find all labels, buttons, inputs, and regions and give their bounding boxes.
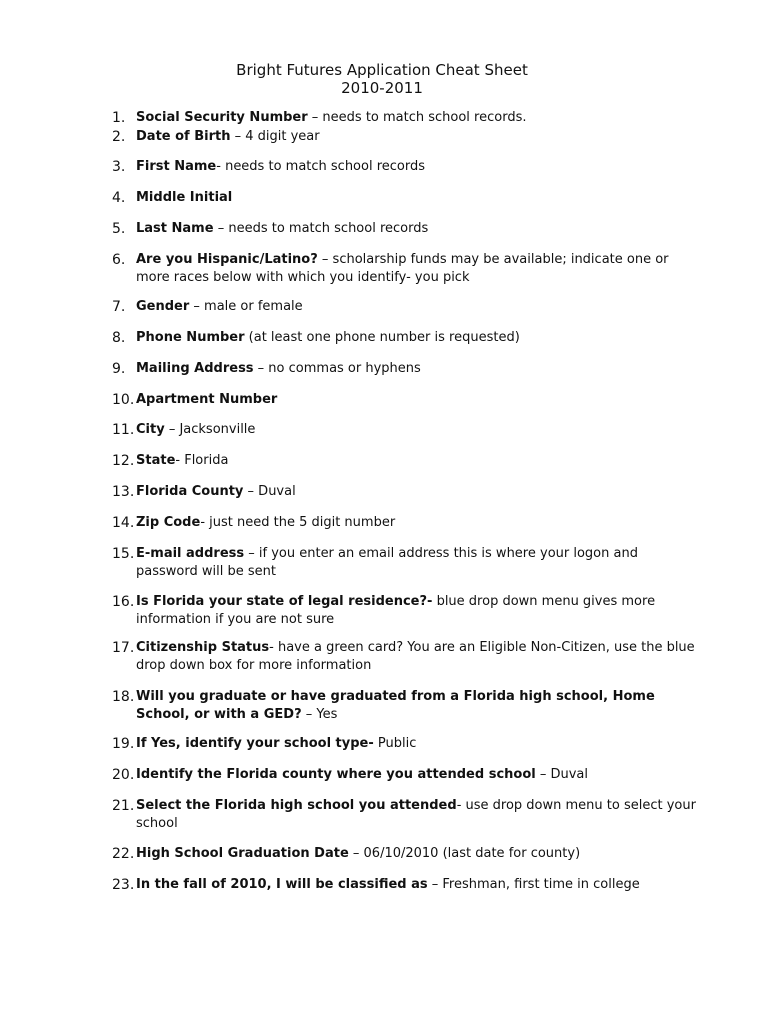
- item-label: Date of Birth: [136, 129, 231, 144]
- item-label: Last Name: [136, 221, 214, 236]
- item-number: 15.: [112, 546, 135, 562]
- item-text: – Yes: [301, 707, 338, 722]
- item-number: 22.: [112, 846, 135, 862]
- item-number: 23.: [112, 877, 135, 893]
- item-number: 4.: [112, 190, 126, 206]
- item-number: 14.: [112, 515, 135, 531]
- document-year: 2010-2011: [341, 79, 423, 97]
- item-text: – Jacksonville: [164, 422, 256, 437]
- item-text: – needs to match school records: [213, 221, 429, 236]
- item-number: 3.: [112, 159, 126, 175]
- item-number: 17.: [112, 640, 135, 656]
- item-number: 12.: [112, 453, 135, 469]
- item-body: [136, 845, 696, 863]
- item-body: [136, 189, 696, 207]
- item-text: blue drop down menu gives more information if you are not sure: [136, 594, 656, 627]
- item-label: In the fall of 2010, I will be classified as: [136, 877, 428, 892]
- item-number: 19.: [112, 736, 135, 752]
- item-label: Apartment Number: [136, 392, 278, 407]
- item-number: 7.: [112, 299, 126, 315]
- item-body: [136, 329, 696, 347]
- item-text: (at least one phone number is requested): [244, 330, 520, 345]
- item-label: Will you graduate or have graduated from a Florida high school, Home School, or with a GED?: [136, 689, 655, 722]
- item-body: [136, 391, 696, 409]
- item-body: [136, 735, 696, 753]
- item-label: Zip Code: [136, 515, 201, 530]
- item-text: – 4 digit year: [230, 129, 320, 144]
- item-number: 10.: [112, 392, 135, 408]
- item-text: - needs to match school records: [216, 159, 426, 174]
- item-number: 9.: [112, 361, 126, 377]
- item-number: 21.: [112, 798, 135, 814]
- item-label: Mailing Address: [136, 361, 254, 376]
- item-body: [136, 688, 696, 724]
- item-text: - just need the 5 digit number: [200, 515, 396, 530]
- item-text: – male or female: [189, 299, 303, 314]
- item-text: – if you enter an email address this is where your logon and password will be sent: [136, 546, 638, 579]
- item-number: 2.: [112, 129, 126, 145]
- item-label: Gender: [136, 299, 190, 314]
- item-label: Is Florida your state of legal residence?-: [136, 594, 433, 609]
- item-number: 13.: [112, 484, 135, 500]
- item-text: – 06/10/2010 (last date for county): [348, 846, 581, 861]
- item-label: E-mail address: [136, 546, 245, 561]
- item-body: [136, 452, 696, 470]
- document-title-block: [0, 61, 764, 97]
- item-number: 11.: [112, 422, 135, 438]
- item-body: [136, 220, 696, 238]
- item-body: [136, 545, 696, 581]
- item-body: [136, 360, 696, 378]
- item-label: Identify the Florida county where you attended school: [136, 767, 536, 782]
- document-title: Bright Futures Application Cheat Sheet: [236, 61, 528, 79]
- item-text: – no commas or hyphens: [253, 361, 421, 376]
- item-body: [136, 593, 696, 629]
- item-label: High School Graduation Date: [136, 846, 349, 861]
- item-text: – Duval: [535, 767, 589, 782]
- item-label: First Name: [136, 159, 217, 174]
- item-number: 1.: [112, 110, 126, 126]
- item-body: [136, 109, 696, 127]
- item-body: [136, 639, 696, 675]
- item-body: [136, 483, 696, 501]
- item-text: – scholarship funds may be available; indicate one or more races below with which you identify- you pick: [136, 252, 669, 285]
- item-body: [136, 766, 696, 784]
- item-text: – Freshman, first time in college: [427, 877, 640, 892]
- item-number: 16.: [112, 594, 135, 610]
- item-body: [136, 128, 696, 146]
- item-label: Florida County: [136, 484, 244, 499]
- item-text: - Florida: [175, 453, 229, 468]
- item-text: - have a green card? You are an Eligible Non-Citizen, use the blue drop down box for more information: [136, 640, 695, 673]
- item-body: [136, 251, 696, 287]
- item-number: 5.: [112, 221, 126, 237]
- item-body: [136, 797, 696, 833]
- item-body: [136, 514, 696, 532]
- item-label: City: [136, 422, 165, 437]
- item-number: 8.: [112, 330, 126, 346]
- item-body: [136, 876, 696, 894]
- item-label: Select the Florida high school you attended: [136, 798, 457, 813]
- item-label: Are you Hispanic/Latino?: [136, 252, 318, 267]
- item-label: Social Security Number: [136, 110, 308, 125]
- item-label: Citizenship Status: [136, 640, 270, 655]
- item-number: 20.: [112, 767, 135, 783]
- item-text: Public: [373, 736, 417, 751]
- item-body: [136, 298, 696, 316]
- item-number: 18.: [112, 689, 135, 705]
- item-body: [136, 421, 696, 439]
- item-label: Phone Number: [136, 330, 245, 345]
- item-text: - use drop down menu to select your school: [136, 798, 696, 831]
- item-label: Middle Initial: [136, 190, 233, 205]
- item-body: [136, 158, 696, 176]
- item-number: 6.: [112, 252, 126, 268]
- item-text: – Duval: [243, 484, 296, 499]
- item-text: – needs to match school records.: [307, 110, 527, 125]
- item-label: If Yes, identify your school type-: [136, 736, 374, 751]
- item-label: State: [136, 453, 176, 468]
